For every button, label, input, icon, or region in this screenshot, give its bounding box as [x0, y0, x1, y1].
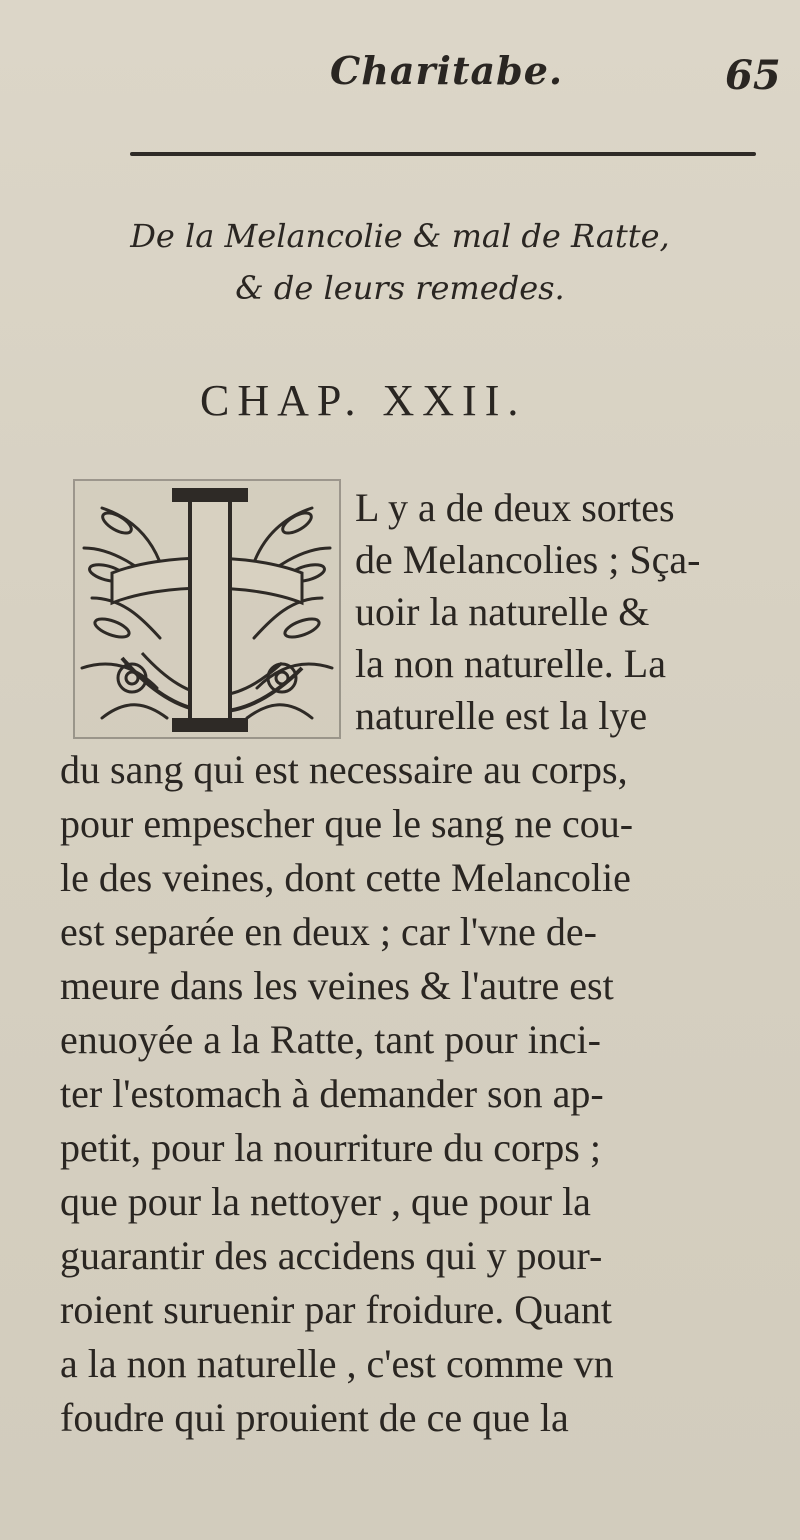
- text-line: naturelle est la lye: [355, 693, 648, 738]
- text-line: meure dans les veines & l'autre est: [60, 963, 614, 1008]
- text-line: la non naturelle. La: [355, 641, 666, 686]
- text-line: L y a de deux sortes: [355, 485, 675, 530]
- section-title: [0, 210, 800, 314]
- decorated-initial: [72, 478, 342, 740]
- section-title-line-2: & de leurs remedes.: [235, 269, 565, 307]
- text-line: pour empescher que le sang ne cou-: [60, 801, 634, 846]
- running-head: [0, 42, 800, 102]
- section-title-line-1: De la Melancolie & mal de Ratte,: [130, 217, 670, 255]
- header-rule: [130, 152, 756, 156]
- text-line: le des veines, dont cette Melancolie: [60, 855, 631, 900]
- text-line: petit, pour la nourriture du corps ;: [60, 1125, 601, 1170]
- text-line: foudre qui prouient de ce que la: [60, 1395, 569, 1440]
- text-line: du sang qui est necessaire au corps,: [60, 747, 628, 792]
- running-title: Charitabe.: [330, 48, 564, 93]
- text-line: de Melancolies ; Sça-: [355, 537, 701, 582]
- page-number: 65: [725, 52, 781, 99]
- text-line: guarantir des accidens qui y pour-: [60, 1233, 603, 1278]
- chapter-heading: CHAP. XXII.: [200, 376, 527, 425]
- text-line: que pour la nettoyer , que pour la: [60, 1179, 591, 1224]
- text-line: enuoyée a la Ratte, tant pour inci-: [60, 1017, 601, 1062]
- text-line: roient suruenir par froidure. Quant: [60, 1287, 613, 1332]
- text-line: est separée en deux ; car l'vne de-: [60, 909, 597, 954]
- text-line: a la non naturelle , c'est comme vn: [60, 1341, 614, 1386]
- text-line: ter l'estomach à demander son ap-: [60, 1071, 604, 1116]
- text-line: uoir la naturelle &: [355, 589, 650, 634]
